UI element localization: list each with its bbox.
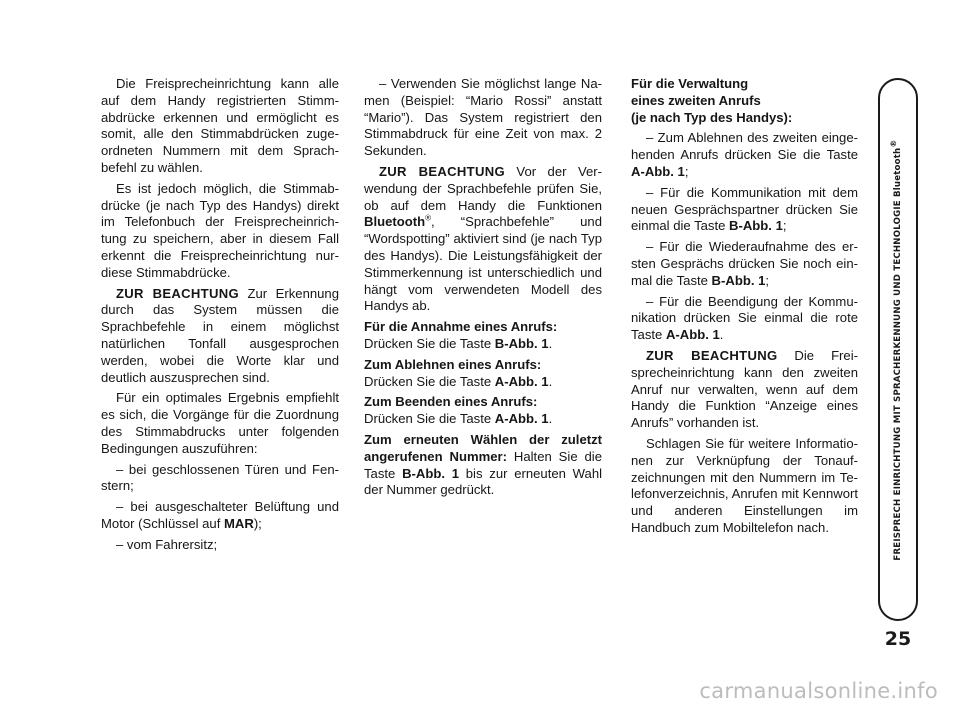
- section-heading: Zum Beenden eines Anrufs:: [364, 394, 538, 410]
- section-heading: Für die Annahme eines Anrufs:: [364, 319, 558, 335]
- section-text: Drücken Sie die Taste: [364, 335, 495, 351]
- paragraph: Die Freisprecheinrichtung kann alle auf dem Handy registrierten Stimmabdrücke erkennen und ermöglicht es somit, alle den Stimmabdrücken zugeordneten Nummern mit dem Sprachbefehl zu wählen.: [101, 76, 339, 175]
- paragraph: Schlagen Sie für weitere Informationen zur Verknüpfung der Tonaufzeichnungen mit den Nummern im Telefonverzeichnis, Anrufen mit Kennwort und anderen Einstellungen im Handbuch zum Mobiltelefon nach.: [631, 435, 858, 535]
- list-item-text: – Zum Ablehnen des zweiten eingehenden Anrufs drücken Sie die Taste: [631, 130, 858, 163]
- list-item: – Verwenden Sie möglichst lange Namen (Beispiel: “Mario Rossi” anstatt “Mario”). Das System registriert den Stimmabdruck für eine Zeit von max. 2 Sekunden.: [364, 76, 602, 159]
- section-heading: Zum erneuten Wählen der zuletzt angerufenen Nummer:: [364, 431, 602, 464]
- key-label: B-Abb. 1: [711, 272, 766, 288]
- text-column-3: [631, 76, 858, 541]
- list-item: – Für die Wiederaufnahme des ersten Gesprächs drücken Sie noch einmal die Taste B-Abb. 1;: [631, 239, 858, 288]
- note-text: Zur Erkennung durch das System müssen die Sprachbefehle in einem möglichst natürlichen Tonfall ausgesprochen werden, wobei die Worte klar und deutlich auszusprechen sind.: [101, 285, 339, 385]
- list-item: – vom Fahrersitz;: [116, 536, 218, 552]
- section-text: Halten Sie die Taste: [364, 448, 602, 481]
- list-item: [101, 499, 339, 533]
- text-column-1: [101, 76, 339, 558]
- list-item: – Zum Ablehnen des zweiten eingehenden Anrufs drücken Sie die Taste A-Abb. 1;: [631, 130, 858, 179]
- note-label: ZUR BEACHTUNG: [116, 285, 239, 301]
- registered-mark: ®: [889, 139, 899, 148]
- heading-line: Für die Verwaltung: [631, 76, 749, 91]
- list-item-text: – bei ausgeschalteter Belüftung und Motor (Schlüssel auf: [101, 499, 339, 531]
- section-text: Drücken Sie die Taste: [364, 373, 495, 389]
- chapter-title: FREISPRECH EINRICHTUNG MIT SPRACHERKENNUNG UND TECHNOLOGIE Bluetooth: [893, 147, 903, 561]
- key-label: A-Abb. 1: [494, 411, 549, 427]
- list-item-text: – Für die Kommunikation mit dem neuen Gesprächspartner drücken Sie einmal die Taste: [631, 184, 858, 234]
- heading-line: (je nach Typ des Handys):: [631, 109, 793, 125]
- bluetooth-label: Bluetooth: [364, 214, 426, 230]
- note-paragraph: [101, 286, 339, 387]
- paragraph: Es ist jedoch möglich, die Stimmabdrücke (je nach Typ des Handys) direkt im Telefonbuch der Freisprecheinrichtung zu speichern, aber in diesem Fall erkennt die Freisprecheinrichtung nurdiese Stimmabdrücke.: [101, 180, 339, 280]
- note-paragraph: [364, 164, 602, 315]
- section-reject: Zum Ablehnen eines Anrufs: Drücken Sie die Taste A-Abb. 1.: [364, 356, 553, 389]
- list-item: – Für die Beendigung der Kommunikation drücken Sie einmal die rote Taste A-Abb. 1.: [631, 293, 858, 343]
- section-text: bis zur erneuten Wahl der Nummer gedrückt.: [364, 465, 603, 498]
- list-item-end: );: [253, 515, 262, 531]
- section-accept: Für die Annahme eines Anrufs: Drücken Sie die Taste B-Abb. 1.: [364, 319, 558, 351]
- paragraph: Für ein optimales Ergebnis empfiehlt es sich, die Vorgänge für die Zuordnung des Stimmabdrucks unter folgenden Bedingungen auszuführen:: [101, 390, 339, 456]
- key-label: A-Abb. 1: [631, 163, 685, 179]
- heading-line: eines zweiten Anrufs: [631, 92, 761, 108]
- page-number: 25: [884, 628, 912, 650]
- key-label: MAR: [223, 515, 254, 531]
- list-item: – bei geschlossenen Türen und Fenstern;: [101, 461, 339, 494]
- note-label: ZUR BEACHTUNG: [646, 347, 778, 363]
- watermark: carmanualsonline.info: [699, 679, 938, 703]
- note-text: Die Freisprecheinrichtung kann den zweiten Anruf nur verwalten, wenn auf dem Handy die Funktion “Anzeige eines Anrufs” vorhanden ist.: [631, 347, 858, 431]
- section-end: Zum Beenden eines Anrufs: Drücken Sie die Taste A-Abb. 1.: [364, 394, 553, 427]
- note-text: , “Sprachbefehle” und “Wordspotting” aktiviert sind (je nach Typ des Handys). Die Leistungsfähigkeit der Stimmerkennung ist unterschiedlich und hängt vom verwendeten Modell des Handys ab.: [364, 214, 602, 314]
- text-column-2: [364, 76, 602, 503]
- key-label: B-Abb. 1: [729, 218, 783, 234]
- section-heading: [631, 76, 858, 126]
- note-paragraph: [631, 348, 858, 432]
- section-redial: [364, 432, 602, 499]
- list-item: – Für die Kommunikation mit dem neuen Gesprächspartner drücken Sie einmal die Taste B-Abb. 1;: [631, 184, 858, 234]
- registered-mark: ®: [425, 214, 431, 224]
- note-text: Vor der Verwendung der Sprachbefehle prüfen Sie, ob auf dem Handy die Funktionen: [364, 163, 602, 213]
- list-item-text: – Für die Beendigung der Kommunikation drücken Sie einmal die rote Taste: [631, 293, 858, 343]
- key-label: A-Abb. 1: [665, 327, 720, 343]
- note-label: ZUR BEACHTUNG: [379, 163, 505, 179]
- key-label: B-Abb. 1: [494, 335, 549, 351]
- key-label: B-Abb. 1: [402, 465, 460, 481]
- section-text: Drücken Sie die Taste: [364, 411, 495, 427]
- key-label: A-Abb. 1: [494, 373, 549, 389]
- list-item-text: – Für die Wiederaufnahme des ersten Gesprächs drücken Sie noch einmal die Taste: [631, 239, 858, 288]
- chapter-tab-label: [889, 139, 903, 561]
- section-heading: Zum Ablehnen eines Anrufs:: [364, 356, 542, 372]
